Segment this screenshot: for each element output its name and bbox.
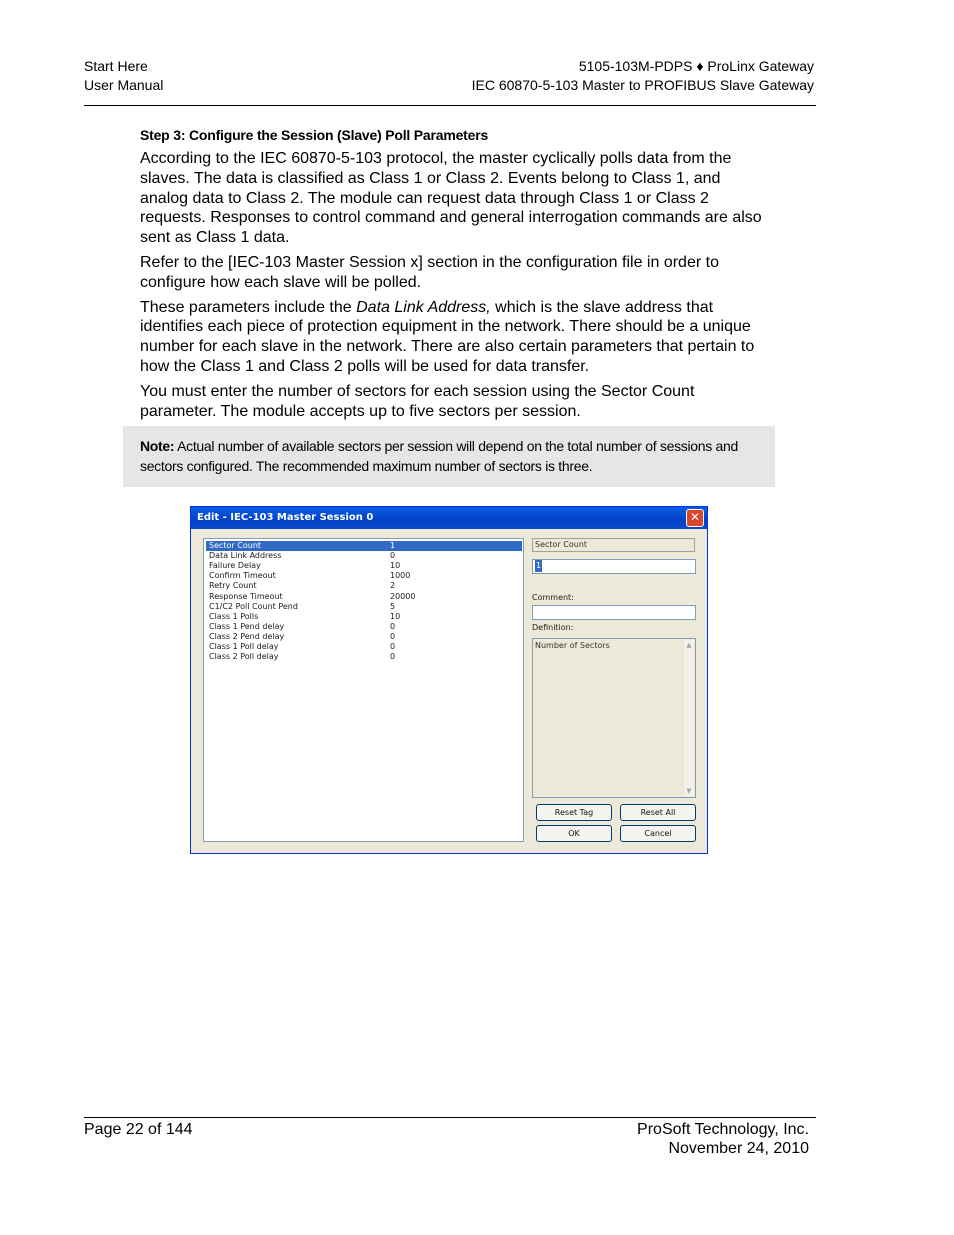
dialog-title-bar bbox=[191, 507, 707, 529]
parameter-value: 0 bbox=[390, 631, 396, 641]
parameter-row[interactable] bbox=[206, 592, 522, 602]
parameter-row[interactable] bbox=[206, 581, 522, 591]
note-box bbox=[123, 426, 775, 487]
footer-date: November 24, 2010 bbox=[668, 1140, 809, 1157]
selected-field-title: Sector Count bbox=[532, 538, 695, 552]
ok-button[interactable]: OK bbox=[536, 825, 612, 842]
value-input[interactable] bbox=[532, 559, 696, 574]
scroll-down-icon[interactable]: ▼ bbox=[686, 787, 692, 795]
parameter-name: Class 1 Pend delay bbox=[209, 621, 285, 631]
parameter-value: 10 bbox=[390, 611, 401, 621]
parameter-value: 0 bbox=[390, 621, 396, 631]
parameter-value: 5 bbox=[390, 601, 396, 611]
parameter-row[interactable] bbox=[206, 571, 522, 581]
note-text: Actual number of available sectors per session will depend on the total number of sessions and sectors configured. The recommended maximum number of sectors is three. bbox=[140, 438, 739, 474]
scroll-up-icon[interactable]: ▲ bbox=[686, 641, 692, 649]
definition-scrollbar[interactable] bbox=[684, 640, 694, 796]
parameter-name: Class 1 Polls bbox=[209, 611, 259, 621]
footer-company: ProSoft Technology, Inc. bbox=[637, 1121, 809, 1138]
parameter-value: 0 bbox=[390, 642, 396, 651]
page-number: Page 22 of 144 bbox=[84, 1121, 193, 1138]
parameter-name: Sector Count bbox=[209, 541, 262, 550]
header-section: Start Here bbox=[84, 58, 148, 74]
definition-box bbox=[532, 638, 696, 798]
header-product: 5105-103M-PDPS ♦ ProLinx Gateway bbox=[578, 58, 814, 74]
header-doc-type: User Manual bbox=[84, 77, 164, 93]
header-product-desc: IEC 60870-5-103 Master to PROFIBUS Slave Gateway bbox=[471, 77, 814, 93]
parameter-value: 1 bbox=[390, 541, 396, 550]
parameter-name: Confirm Timeout bbox=[209, 571, 276, 581]
close-icon[interactable]: ✕ bbox=[686, 509, 704, 527]
paragraph: You must enter the number of sectors for each session using the Sector Count parameter. The module accepts up to five sectors per session. bbox=[140, 382, 695, 420]
parameter-value: 0 bbox=[390, 652, 396, 662]
main-content bbox=[140, 127, 765, 426]
parameter-name: C1/C2 Poll Count Pend bbox=[209, 601, 298, 611]
paragraph: According to the IEC 60870-5-103 protocol, the master cyclically polls data from the slaves. The data is classified as Class 1 or Class 2. Events belong to Class 1, and analog data to Class 2. The module can request data through Class 1 or Class 2 requests. Responses to control command and general interrogation commands are also sent as Class 1 data. bbox=[140, 150, 762, 247]
paragraph-text: These parameters include the bbox=[140, 298, 357, 316]
parameter-row[interactable] bbox=[206, 612, 522, 622]
parameter-value: 2 bbox=[390, 581, 396, 591]
parameter-value: 1000 bbox=[390, 571, 411, 581]
parameter-name: Class 2 Pend delay bbox=[209, 631, 285, 641]
parameter-name: Data Link Address bbox=[209, 551, 282, 561]
paragraph-text: which is the slave address that identifies each piece of protection equipment in the network. There should be a unique number for each slave in the network. There are also certain parameters that pertain to how the Class 1 and Class 2 polls will be used for data transfer. bbox=[140, 298, 755, 375]
header-rule bbox=[84, 105, 816, 106]
term-data-link-address: Data Link Address, bbox=[356, 298, 491, 316]
parameter-list[interactable] bbox=[203, 538, 524, 842]
footer-right bbox=[637, 1120, 809, 1158]
edit-session-dialog bbox=[190, 506, 708, 854]
cancel-button[interactable]: Cancel bbox=[620, 825, 696, 842]
definition-text: Number of Sectors bbox=[535, 641, 610, 650]
parameter-name: Retry Count bbox=[209, 581, 257, 591]
parameter-row[interactable] bbox=[206, 642, 522, 652]
step-heading: Step 3: Configure the Session (Slave) Poll Parameters bbox=[140, 127, 489, 143]
comment-label: Comment: bbox=[532, 593, 574, 602]
parameter-row[interactable] bbox=[206, 541, 522, 551]
paragraph bbox=[140, 298, 765, 377]
parameter-name: Failure Delay bbox=[209, 561, 261, 571]
parameter-row[interactable] bbox=[206, 561, 522, 571]
paragraph: Refer to the [IEC-103 Master Session x] section in the configuration file in order to configure how each slave will be polled. bbox=[140, 253, 719, 291]
reset-tag-button[interactable]: Reset Tag bbox=[536, 804, 612, 821]
running-header-right bbox=[472, 57, 814, 95]
parameter-name: Response Timeout bbox=[209, 591, 283, 601]
dialog-title: Edit - IEC-103 Master Session 0 bbox=[197, 512, 374, 523]
definition-label: Definition: bbox=[532, 623, 574, 632]
parameter-row[interactable] bbox=[206, 652, 522, 662]
parameter-row[interactable] bbox=[206, 622, 522, 632]
parameter-row[interactable] bbox=[206, 632, 522, 642]
running-header-left bbox=[84, 57, 163, 95]
parameter-name: Class 1 Poll delay bbox=[209, 642, 279, 651]
note-label: Note: bbox=[140, 438, 175, 454]
parameter-value: 0 bbox=[390, 551, 396, 561]
parameter-row[interactable] bbox=[206, 602, 522, 612]
parameter-value: 20000 bbox=[390, 591, 416, 601]
parameter-value: 10 bbox=[390, 561, 401, 571]
reset-all-button[interactable]: Reset All bbox=[620, 804, 696, 821]
parameter-row[interactable] bbox=[206, 551, 522, 561]
comment-input[interactable] bbox=[532, 605, 696, 620]
footer-rule bbox=[84, 1117, 816, 1118]
value-input-text: 1 bbox=[536, 561, 542, 570]
parameter-name: Class 2 Poll delay bbox=[209, 652, 279, 662]
